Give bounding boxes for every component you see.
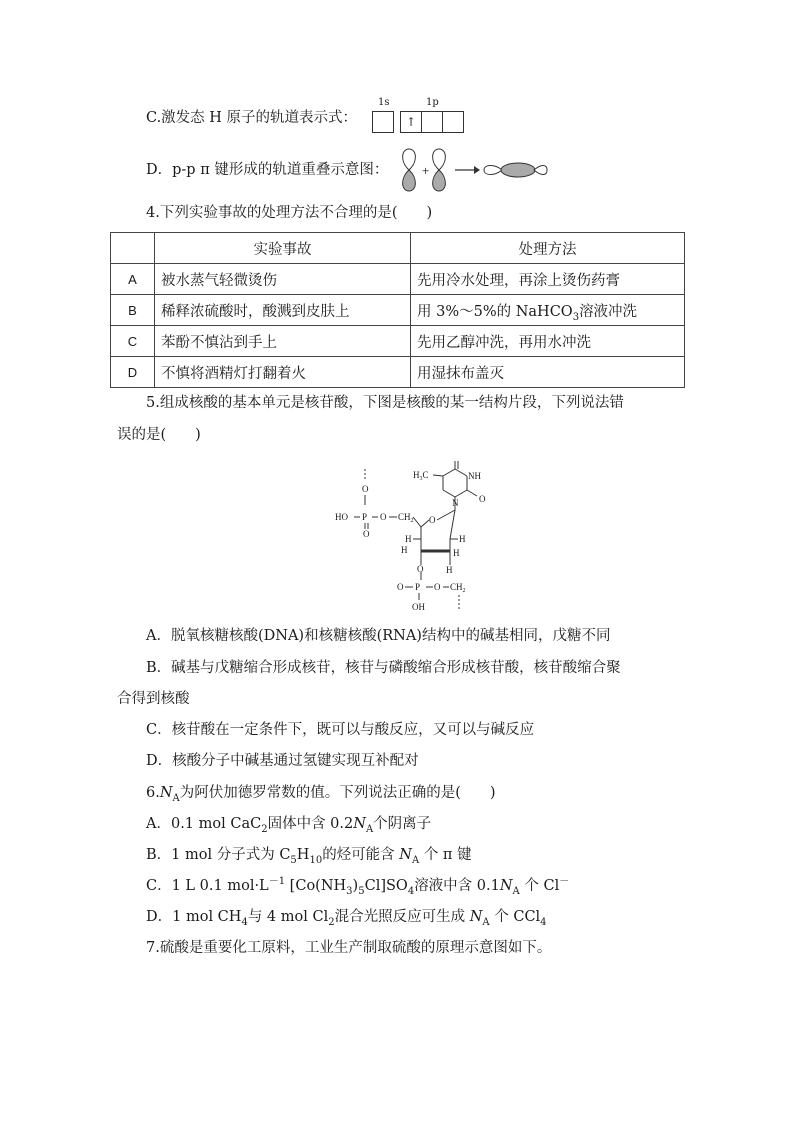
option-d-overlap xyxy=(146,160,388,180)
orbital-box-1s xyxy=(372,111,394,133)
table-header-label xyxy=(111,233,155,264)
label-o: O xyxy=(479,494,486,504)
table-row xyxy=(111,357,685,388)
question-6-stem: $6.N_A$为阿伏加德罗常数的值。下列说法正确的是( ) xyxy=(146,785,496,804)
option-c-orbital xyxy=(146,108,357,128)
table-header-row xyxy=(111,233,685,264)
label-oh: OH xyxy=(412,602,425,612)
row-accident: 被水蒸气轻微烫伤 xyxy=(155,264,411,295)
orbital-box-1p-2 xyxy=(421,111,443,133)
label-o: O xyxy=(362,484,369,494)
question-6-option-a: A．0.1 mol CaC$_2$固体中含 $0.2N_A$个阴离子 xyxy=(146,816,432,835)
row-method: 用 3%～5%的 NaHCO$_3$溶液冲洗 xyxy=(411,295,685,326)
label-n: N xyxy=(452,498,459,508)
row-label: B xyxy=(111,295,155,326)
orbital-box-1p-3 xyxy=(442,111,464,133)
plus-sign: + xyxy=(422,163,430,178)
label-ch2: $CH_2$ xyxy=(450,582,466,594)
p-orbital-overlap-diagram xyxy=(398,146,548,194)
p-orbital-left-icon xyxy=(403,149,416,191)
question-5-option-d: D．核酸分子中碱基通过氢键实现互补配对 xyxy=(146,753,419,769)
row-accident: 不慎将酒精灯打翻着火 xyxy=(155,357,411,388)
label-h: H xyxy=(446,565,453,575)
row-method: 先用冷水处理，再涂上烫伤药膏 xyxy=(411,264,685,295)
question-6-option-d: D．1 mol $CH_4$与 4 mol $Cl_2$混合光照反应可生成 $N_A$ 个 CCl$_4$ xyxy=(146,909,547,928)
question-5-option-b-line1: B．碱基与戊糖缩合形成核苷，核苷与磷酸缩合形成核苷酸，核苷酸缩合聚 xyxy=(146,660,621,676)
question-5-option-b-line2: 合得到核酸 xyxy=(117,691,190,707)
pi-bond-overlap-icon xyxy=(484,163,547,177)
question-5-option-c: C．核苷酸在一定条件下，既可以与酸反应，又可以与碱反应 xyxy=(146,722,535,738)
label-o: O xyxy=(380,512,387,522)
question-5-stem-line1: 5.组成核酸的基本单元是核苷酸，下图是核酸的某一结构片段，下列说法错 xyxy=(146,395,624,411)
label-o: O xyxy=(434,582,441,592)
label-o: O xyxy=(363,529,370,539)
label-p: P xyxy=(415,582,421,592)
label-nh: NH xyxy=(468,471,481,481)
question-7-stem: 7.硫酸是重要化工原料，工业生产制取硫酸的原理示意图如下。 xyxy=(146,940,552,956)
table-header-accident: 实验事故 xyxy=(155,233,411,264)
reaction-arrow-icon xyxy=(455,166,480,174)
table-header-method: 处理方法 xyxy=(411,233,685,264)
p-orbital-right-icon xyxy=(433,149,446,191)
row-label: D xyxy=(111,357,155,388)
label-h: H xyxy=(453,548,460,558)
electron-arrow: ↑ xyxy=(405,115,417,129)
table-row xyxy=(111,326,685,357)
nucleotide-structure-diagram xyxy=(325,455,505,615)
question-5-option-a: A．脱氧核糖核酸(DNA)和核糖核酸(RNA)结构中的碱基相同，戊糖不同 xyxy=(146,628,611,644)
label-methyl: $H_3C$ xyxy=(413,470,429,482)
question-4-stem: 4.下列实验事故的处理方法不合理的是( ) xyxy=(146,205,433,221)
row-label: A xyxy=(111,264,155,295)
question-5-stem-line2: 误的是( ) xyxy=(117,427,201,443)
question-6-option-c: C．1 L 0.1 $mol\cdot L^{-1}$ $[Co(NH_3)_5Cl]SO_4$溶液中含 $0.1N_A$ 个 Cl－ xyxy=(146,876,570,897)
orbital-label-1p: 1p xyxy=(426,97,439,108)
orbital-label-1s: 1s xyxy=(378,97,390,108)
row-accident: 苯酚不慎沾到手上 xyxy=(155,326,411,357)
label-ch2: $CH_2$ xyxy=(398,512,414,524)
label-p: P xyxy=(362,512,368,522)
label-h: H xyxy=(459,534,466,544)
label-ho: HO xyxy=(335,512,348,522)
option-d-text: D．p-p π 键形成的轨道重叠示意图： xyxy=(146,162,389,178)
row-method: 先用乙醇冲洗，再用水冲洗 xyxy=(411,326,685,357)
label-h: H xyxy=(405,534,412,544)
row-label: C xyxy=(111,326,155,357)
option-c-text: C.激发态 H 原子的轨道表示式： xyxy=(146,110,358,126)
question-6-option-b: B．1 mol 分子式为 $C_5H_{10}$的烃可能含 $N_A$ 个 π 键 xyxy=(146,847,472,866)
label-h: H xyxy=(401,545,408,555)
table-row xyxy=(111,264,685,295)
table-row xyxy=(111,295,685,326)
label-o: O xyxy=(417,564,424,574)
row-method: 用湿抹布盖灭 xyxy=(411,357,685,388)
accident-table xyxy=(110,232,685,388)
label-o: O xyxy=(429,515,436,525)
label-o: O xyxy=(397,582,404,592)
orbital-box-1p-1 xyxy=(400,111,422,133)
row-accident: 稀释浓硫酸时，酸溅到皮肤上 xyxy=(155,295,411,326)
